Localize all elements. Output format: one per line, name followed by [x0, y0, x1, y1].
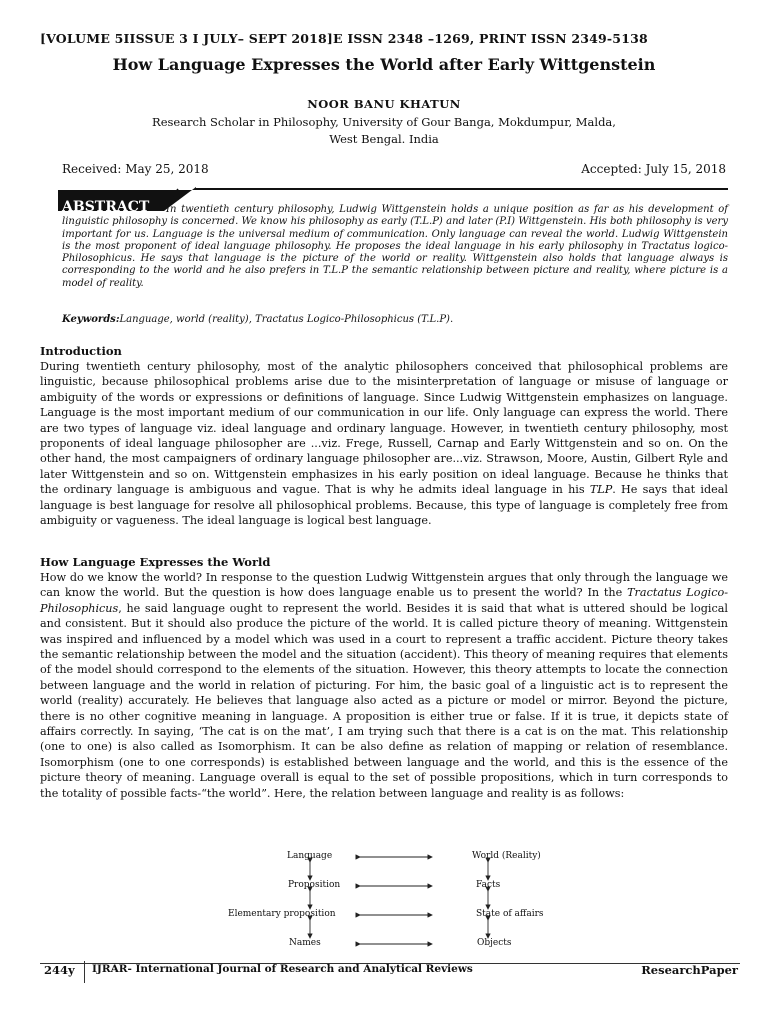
page-number: 244y [44, 963, 75, 977]
diagram-label-state-of-affairs: State of affairs [476, 909, 544, 919]
paper-type: ResearchPaper [641, 963, 738, 977]
section-heading: How Language Expresses the World [40, 555, 271, 569]
section-paragraph: How do we know the world? In response to the question Ludwig Wittgenstein argues that only through the language we can know the world. But the question is how does language enable us to present the world? In the Tractatus Logico-Philosophicus, he said language ought to represent the world. Besides it is said that what is uttered should be logical and consistent. But it should also produce the picture of the world. It is called picture theory of meaning. Wittgenstein was inspired and influenced by a model which was used in a court to represent a traffic accident. Picture theory takes the semantic relationship between the model and the situation (accident). This theory of meaning requires that elements of the model should correspond to the elements of the situation. However, this theory attempts to locate the connection between language and the world in relation of picturing. For him, the basic goal of a linguistic act is to represent the world (reality) accurately. He believes that language also acted as a picture or model or mirror. Beyond the picture, there is no other cognitive meaning in language. A proposition is either true or false. If it is true, it depicts state of affairs correctly. In saying, ‘The cat is on the mat’, I am trying such that there is a cat is on the mat. This relationship (one to one) is also called as Isomorphism. It can be also define as relation of mapping or relation of resemblance. Isomorphism (one to one corresponds) is established between language and the world, and this is the essence of the picture theory of meaning. Language overall is equal to the set of possible propositions, which in turn corresponds to the totality of possible facts-“the world”. Here, the relation between language and reality is as follows: [40, 571, 728, 800]
author-affiliation [0, 114, 768, 148]
affiliation-line-1: Research Scholar in Philosophy, University of Gour Banga, Mokdumpur, Malda, [152, 115, 616, 129]
diagram-label-names: Names [289, 938, 321, 948]
diagram-label-elementary-proposition: Elementary proposition [228, 909, 336, 919]
footer-separator [84, 961, 85, 983]
diagram-label-objects: Objects [477, 938, 512, 948]
intro-paragraph: During twentieth century philosophy, most of the analytic philosophers conceived that philosophical problems are linguistic, because philosophical problems arise due to the misinterpretation of language or misuse of language or ambiguity of the words or expressions or definitions of language. Since Ludwig Wittgenstein emphasizes on language. Language is the most important medium of our communication in our life. Only language can express the world. There are two types of language viz. ideal language and ordinary language. However, in twentieth century philosophy, most proponents of ideal language philosopher are ...viz. Frege, Russell, Carnap and Early Wittgenstein and so on. On the other hand, the most campaigners of ordinary language philosopher are...viz. Strawson, Moore, Austin, Gilbert Ryle and later Wittgenstein and so on. Wittgenstein emphasizes in his early position on ideal language. Because he thinks that the ordinary language is ambiguous and vague. That is why he admits ideal language in his TLP. He says that ideal language is best language for resolve all philosophical problems. Because, this type of language is completely free from ambiguity or vagueness. The ideal language is logical best language. [40, 360, 728, 528]
paper-title: How Language Expresses the World after Early Wittgenstein [112, 55, 656, 74]
author-name: NOOR BANU KHATUN [307, 97, 461, 111]
affiliation-line-2: West Bengal. India [329, 132, 439, 146]
received-date: Received: May 25, 2018 [62, 162, 209, 176]
abstract-text: In twentieth century philosophy, Ludwig Wittgenstein holds a unique position as far as his development of linguistic philosophy is concerned. We know his philosophy as early (T.L.P) and later (P.I) Wittgenstein. His both philosophy is very important for us. Language is the universal medium of communication. Only language can reveal the world. Ludwig Wittgenstein is the most proponent of ideal language philosophy. He proposes the ideal language in his early philosophy in Tractatus logico-Philosophicus. He says that language is the picture of the world or reality. Wittgenstein also holds that language always is corresponding to the world and he also prefers in T.L.P the semantic relationship between picture and reality, where picture is a model of reality. [62, 204, 728, 289]
dates-row [62, 162, 726, 176]
abstract-label: ABSTRACT [62, 199, 150, 215]
diagram-label-facts: Facts [476, 880, 501, 890]
language-reality-diagram [220, 848, 550, 954]
intro-heading: Introduction [40, 344, 122, 358]
accepted-date: Accepted: July 15, 2018 [581, 162, 726, 176]
keywords-text: Language, world (reality), Tractatus Logico-Philosophicus (T.L.P). [119, 314, 454, 325]
journal-header: [VOLUME 5IISSUE 3 I JULY– SEPT 2018]E ISSN 2348 –1269, PRINT ISSN 2349-5138 [40, 31, 648, 46]
keywords [62, 314, 453, 325]
diagram-label-world: World (Reality) [472, 851, 541, 861]
keywords-label: Keywords: [62, 314, 120, 325]
diagram-label-proposition: Proposition [288, 880, 341, 890]
diagram-label-language: Language [287, 851, 333, 861]
journal-name: IJRAR- International Journal of Research and Analytical Reviews [92, 963, 473, 975]
